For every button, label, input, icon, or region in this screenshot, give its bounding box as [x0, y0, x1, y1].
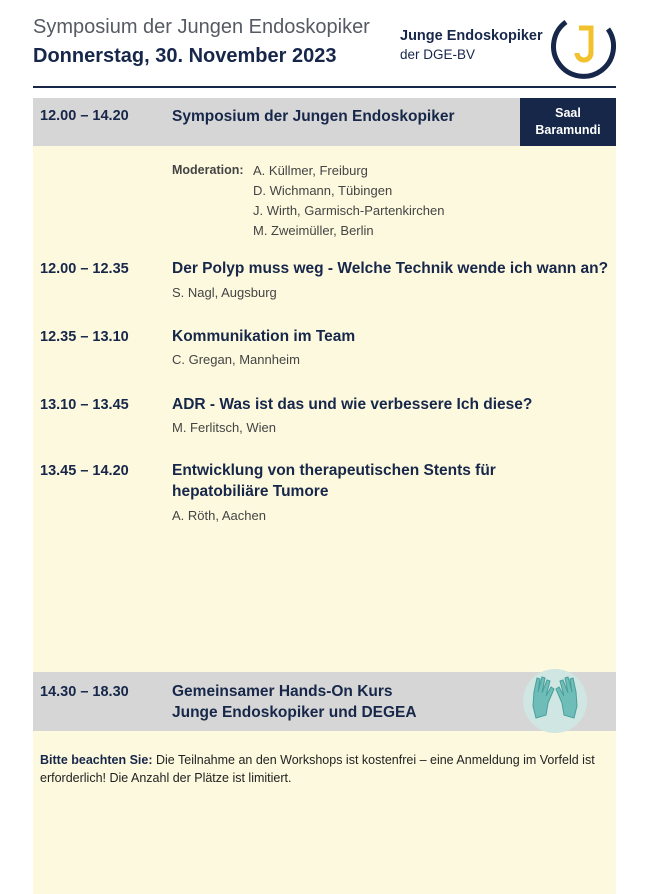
talk-time: 12.00 – 12.35	[40, 261, 129, 277]
page-title: Symposium der Jungen Endoskopiker	[33, 16, 370, 38]
handson-title-continued: Junge Endoskopiker und DEGEA	[172, 704, 417, 721]
handson-title: Gemeinsamer Hands-On Kurs	[172, 683, 393, 700]
moderation-label: Moderation:	[172, 163, 244, 177]
talk-title: Der Polyp muss weg - Welche Technik wende ich wann an?	[172, 260, 609, 277]
notice-body: Die Teilnahme an den Workshops ist kostenfrei – eine Anmeldung im Vorfeld ist erforderlich! Die Anzahl der Plätze ist limitiert.	[40, 753, 595, 785]
talk-speaker: A. Röth, Aachen	[172, 508, 266, 523]
room-badge	[520, 98, 616, 146]
talk-speaker: M. Ferlitsch, Wien	[172, 420, 277, 435]
talk-speaker: S. Nagl, Augsburg	[172, 285, 277, 300]
moderator: D. Wichmann, Tübingen	[253, 183, 393, 198]
handson-time: 14.30 – 18.30	[40, 684, 129, 700]
talk-speaker: C. Gregan, Mannheim	[172, 352, 300, 367]
notice-text	[40, 751, 600, 787]
notice-label: Bitte beachten Sie:	[40, 753, 153, 767]
header-divider	[33, 86, 616, 88]
talk-time: 12.35 – 13.10	[40, 329, 129, 345]
event-date: Donnerstag, 30. November 2023	[33, 45, 337, 67]
session-time: 12.00 – 14.20	[40, 108, 129, 124]
talk-time: 13.45 – 14.20	[40, 463, 129, 479]
talk-time: 13.10 – 13.45	[40, 397, 129, 413]
brand-subtitle: der DGE-BV	[400, 47, 476, 62]
room-name: Baramundi	[535, 123, 601, 137]
talk-title: Kommunikation im Team	[172, 328, 356, 345]
brand-name: Junge Endoskopiker	[400, 28, 543, 44]
moderator: J. Wirth, Garmisch-Partenkirchen	[253, 203, 445, 218]
moderator: A. Küllmer, Freiburg	[253, 163, 368, 178]
moderator: M. Zweimüller, Berlin	[253, 223, 374, 238]
room-label: Saal	[555, 106, 581, 120]
talk-title-continued: hepatobiliäre Tumore	[172, 483, 329, 500]
session-title: Symposium der Jungen Endoskopiker	[172, 108, 455, 125]
gloves-icon	[522, 668, 588, 734]
talk-title: ADR - Was ist das und wie verbessere Ich diese?	[172, 396, 533, 413]
logo-icon	[548, 10, 620, 82]
talk-title: Entwicklung von therapeutischen Stents für	[172, 462, 496, 479]
